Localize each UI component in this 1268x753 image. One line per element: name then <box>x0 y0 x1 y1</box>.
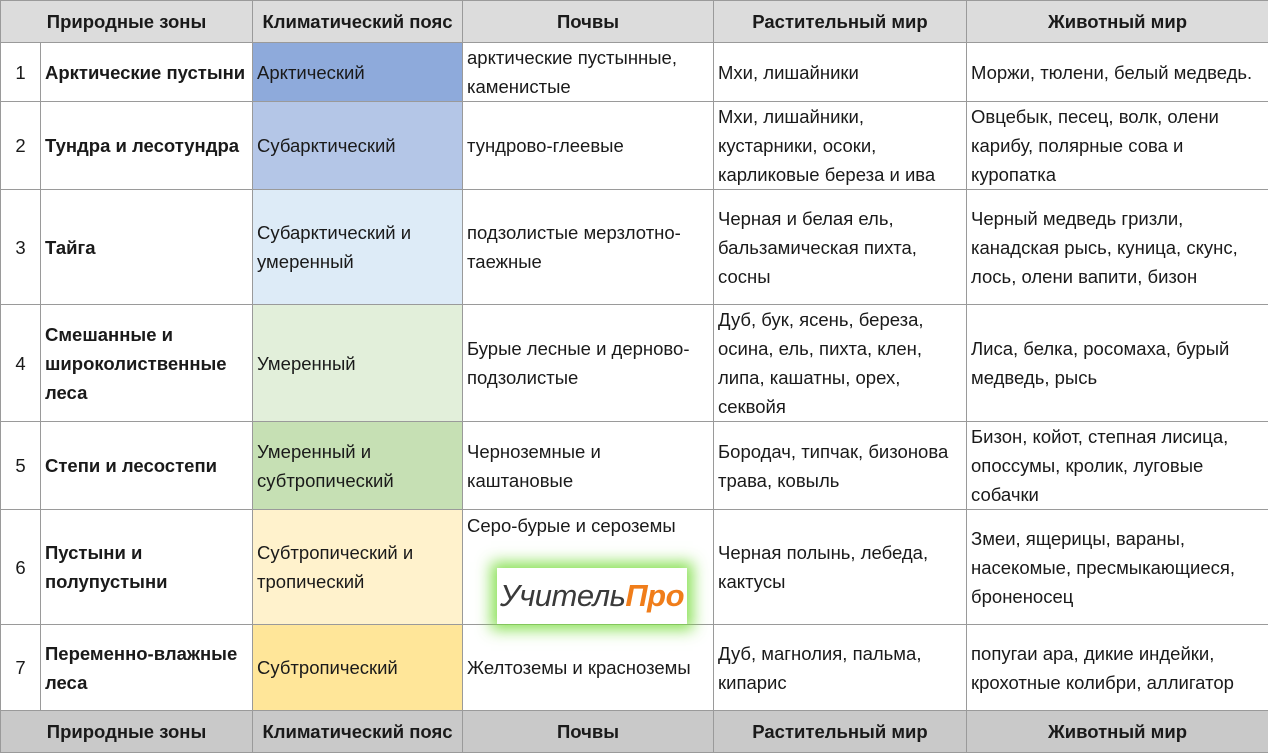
flora-cell: Черная и белая ель, бальзамическая пихта, сосны <box>714 190 967 305</box>
row-number: 3 <box>1 190 41 305</box>
belt-cell: Субтропический и тропический <box>253 510 463 625</box>
soil-cell: подзолистые мерзлотно-таежные <box>463 190 714 305</box>
soil-cell: арктические пустынные, каменистые <box>463 43 714 102</box>
belt-cell: Умеренный и субтропический <box>253 422 463 510</box>
zone-cell: Степи и лесостепи <box>41 422 253 510</box>
belt-cell: Умеренный <box>253 305 463 422</box>
row-number: 2 <box>1 102 41 190</box>
fauna-cell: Овцебык, песец, волк, олени карибу, полярные сова и куропатка <box>967 102 1268 190</box>
footer-fauna: Животный мир <box>967 711 1268 753</box>
footer-belt: Климатический пояс <box>253 711 463 753</box>
fauna-cell: Змеи, ящерицы, вараны, насекомые, пресмыкающиеся, броненосец <box>967 510 1268 625</box>
fauna-cell: Лиса, белка, росомаха, бурый медведь, рысь <box>967 305 1268 422</box>
header-belt: Климатический пояс <box>253 1 463 43</box>
row-number: 4 <box>1 305 41 422</box>
fauna-cell: Черный медведь гризли, канадская рысь, куница, скунс, лось, олени вапити, бизон <box>967 190 1268 305</box>
soil-cell: тундрово-глеевые <box>463 102 714 190</box>
header-flora: Растительный мир <box>714 1 967 43</box>
soil-cell: Желтоземы и красноземы <box>463 625 714 711</box>
table-row <box>1 190 1268 305</box>
row-number: 6 <box>1 510 41 625</box>
zone-cell: Тундра и лесотундра <box>41 102 253 190</box>
soil-cell: Серо-бурые и сероземы <box>463 510 714 625</box>
flora-cell: Бородач, типчак, бизонова трава, ковыль <box>714 422 967 510</box>
fauna-cell: попугаи ара, дикие индейки, крохотные колибри, аллигатор <box>967 625 1268 711</box>
header-row <box>1 1 1268 43</box>
logo-text-main: Учитель <box>500 578 625 614</box>
table-row <box>1 102 1268 190</box>
flora-cell: Дуб, бук, ясень, береза, осина, ель, пихта, клен, липа, кашатны, орех, секвойя <box>714 305 967 422</box>
zone-cell: Смешанные и широколиственные леса <box>41 305 253 422</box>
flora-cell: Мхи, лишайники, кустарники, осоки, карликовые береза и ива <box>714 102 967 190</box>
flora-cell: Дуб, магнолия, пальма, кипарис <box>714 625 967 711</box>
zone-cell: Арктические пустыни <box>41 43 253 102</box>
footer-row <box>1 711 1268 753</box>
header-soil: Почвы <box>463 1 714 43</box>
belt-cell: Субарктический <box>253 102 463 190</box>
soil-cell: Черноземные и каштановые <box>463 422 714 510</box>
fauna-cell: Моржи, тюлени, белый медведь. <box>967 43 1268 102</box>
row-number: 7 <box>1 625 41 711</box>
zone-cell: Пустыни и полупустыни <box>41 510 253 625</box>
belt-cell: Субтропический <box>253 625 463 711</box>
flora-cell: Черная полынь, лебеда, кактусы <box>714 510 967 625</box>
header-zone: Природные зоны <box>1 1 253 43</box>
fauna-cell: Бизон, койот, степная лисица, опоссумы, кролик, луговые собачки <box>967 422 1268 510</box>
table-row <box>1 43 1268 102</box>
soil-cell: Бурые лесные и дерново-подзолистые <box>463 305 714 422</box>
uchitelpro-logo <box>497 568 687 624</box>
belt-cell: Субарктический и умеренный <box>253 190 463 305</box>
zone-cell: Тайга <box>41 190 253 305</box>
zone-cell: Переменно-влажные леса <box>41 625 253 711</box>
logo-text-accent: Про <box>625 578 684 614</box>
footer-zone: Природные зоны <box>1 711 253 753</box>
belt-cell: Арктический <box>253 43 463 102</box>
footer-soil: Почвы <box>463 711 714 753</box>
row-number: 5 <box>1 422 41 510</box>
header-fauna: Животный мир <box>967 1 1268 43</box>
table-row <box>1 625 1268 711</box>
flora-cell: Мхи, лишайники <box>714 43 967 102</box>
footer-flora: Растительный мир <box>714 711 967 753</box>
table-row <box>1 422 1268 510</box>
table-row <box>1 305 1268 422</box>
row-number: 1 <box>1 43 41 102</box>
